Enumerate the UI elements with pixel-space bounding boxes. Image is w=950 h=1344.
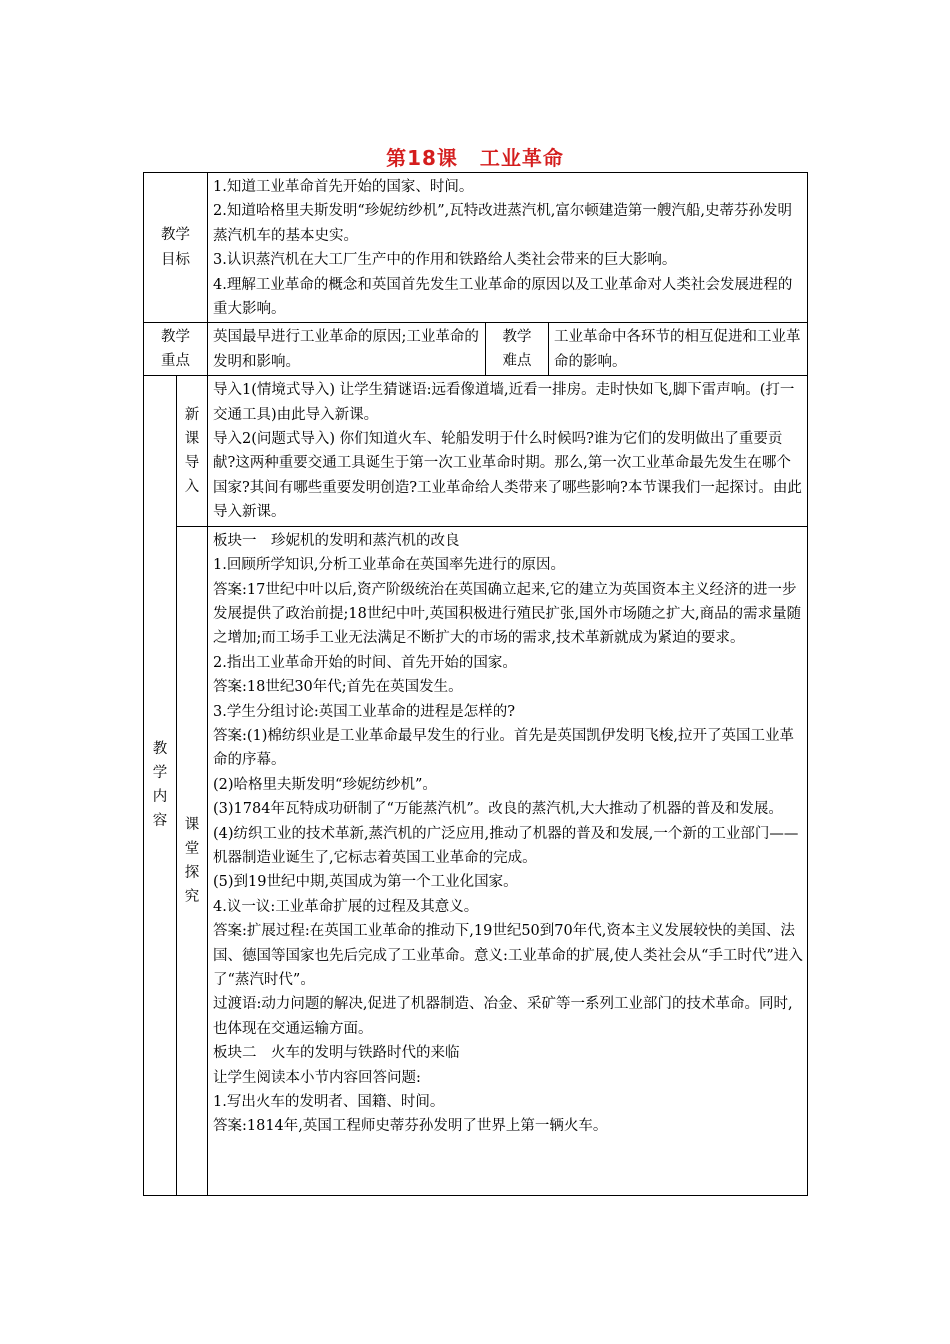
answer: (3)1784年瓦特成功研制了“万能蒸汽机”。改良的蒸汽机,大大推动了机器的普及和发展。: [213, 801, 783, 818]
explore-row: [144, 526, 808, 1195]
answer: (2)哈格里夫斯发明“珍妮纺纱机”。: [213, 776, 437, 793]
intro-content: [208, 376, 808, 526]
intro-paragraph: 导入2(问题式导入) 你们知道火车、轮船发明于什么时候吗?谁为它们的发明做出了重要贡献?这两种重要交通工具诞生于第一次工业革命时期。那么,第一次工业革命最先发生在哪个国家?其间有哪些重要发明创造?工业革命给人类带来了哪些影响?本节课我们一起探讨。由此导入新课。: [213, 431, 802, 521]
lesson-number: 第18课: [386, 146, 458, 170]
question: 1.回顾所学知识,分析工业革命在英国率先进行的原因。: [213, 557, 565, 574]
content-label: 教 学 内 容: [144, 376, 177, 1195]
intro-row: [144, 376, 808, 526]
answer: 答案:(1)棉纺织业是工业革命最早发生的行业。首先是英国凯伊发明飞梭,拉开了英国工业革命的序幕。: [213, 727, 795, 769]
question: 4.议一议:工业革命扩展的过程及其意义。: [213, 898, 479, 915]
answer: 答案:1814年,英国工程师史蒂芬孙发明了世界上第一辆火车。: [213, 1118, 608, 1135]
page-title: [0, 142, 950, 171]
intro-paragraph: 导入1(情境式导入) 让学生猜谜语:远看像道墙,近看一排房。走时快如飞,脚下雷声响。(打一交通工具)由此导入新课。: [213, 382, 795, 423]
key-points-text: 英国最早进行工业革命的原因;工业革命的发明和影响。: [208, 323, 486, 376]
goal-item: 3.认识蒸汽机在大工厂生产中的作用和铁路给人类社会带来的巨大影响。: [213, 252, 677, 269]
lesson-name: 工业革命: [479, 146, 564, 170]
goal-item: 1.知道工业革命首先开始的国家、时间。: [213, 179, 474, 195]
question: 2.指出工业革命开始的时间、首先开始的国家。: [213, 654, 517, 671]
explore-content: [208, 526, 808, 1195]
difficulty-label: 教学 难点: [486, 323, 549, 376]
answer: 答案:17世纪中叶以后,资产阶级统治在英国确立起来,它的建立为英国资本主义经济的进一步发展提供了政治前提;18世纪中叶,英国积极进行殖民扩张,国外市场随之扩大,商品的需求量随之增加;而工场手工业无法满足不断扩大的市场的需求,技术革新就成为紧迫的要求。: [213, 581, 802, 647]
difficulty-text: 工业革命中各环节的相互促进和工业革命的影响。: [549, 323, 808, 376]
explore-label: 课 堂 探 究: [177, 526, 208, 1195]
question: 3.学生分组讨论:英国工业革命的进程是怎样的?: [213, 703, 515, 720]
instruction: 让学生阅读本小节内容回答问题:: [213, 1069, 421, 1086]
answer: (5)到19世纪中期,英国成为第一个工业化国家。: [213, 874, 518, 891]
key-points-row: [144, 323, 808, 376]
answer: 答案:18世纪30年代;首先在英国发生。: [213, 679, 463, 696]
key-points-label: 教学 重点: [144, 323, 208, 376]
goals-row: [144, 173, 808, 323]
question: 1.写出火车的发明者、国籍、时间。: [213, 1094, 445, 1111]
goal-item: 4.理解工业革命的概念和英国首先发生工业革命的原因以及工业革命对人类社会发展进程的重大影响。: [213, 276, 793, 318]
transition: 过渡语:动力问题的解决,促进了机器制造、冶金、采矿等一系列工业部门的技术革命。同时,也体现在交通运输方面。: [213, 996, 793, 1037]
answer: (4)纺织工业的技术革新,蒸汽机的广泛应用,推动了机器的普及和发展,一个新的工业部门——机器制造业诞生了,它标志着英国工业革命的完成。: [213, 825, 799, 866]
section-heading: 板块一 珍妮机的发明和蒸汽机的改良: [213, 532, 460, 549]
goals-content: [208, 173, 808, 323]
lesson-plan-table: [143, 172, 808, 1196]
answer: 答案:扩展过程:在英国工业革命的推动下,19世纪50到70年代,资本主义发展较快的美国、法国、德国等国家也先后完成了工业革命。意义:工业革命的扩展,使人类社会从“手工时代”进入了“蒸汽时代”。: [213, 923, 803, 988]
goals-label: 教学 目标: [144, 173, 208, 323]
intro-label: 新 课 导 入: [177, 376, 208, 526]
goal-item: 2.知道哈格里夫斯发明“珍妮纺纱机”,瓦特改进蒸汽机,富尔顿建造第一艘汽船,史蒂芬孙发明蒸汽机车的基本史实。: [213, 203, 792, 244]
section-heading: 板块二 火车的发明与铁路时代的来临: [213, 1045, 460, 1062]
